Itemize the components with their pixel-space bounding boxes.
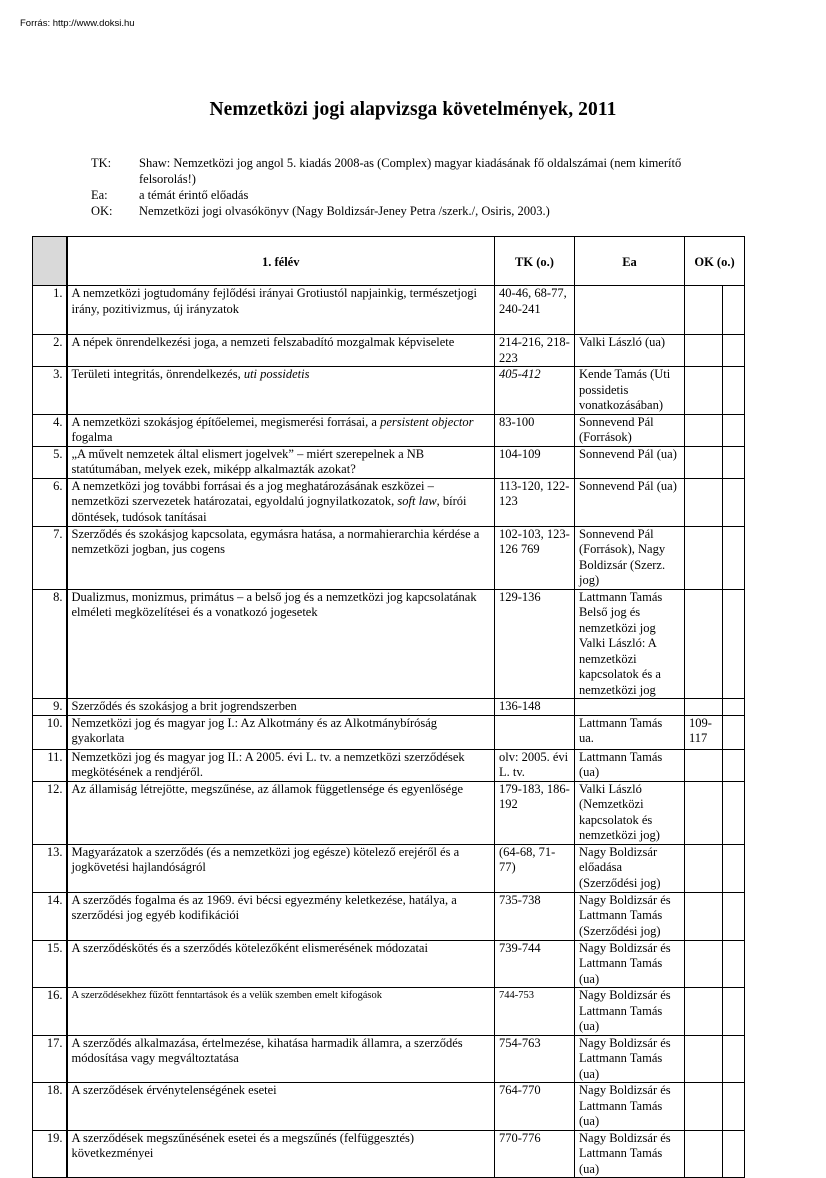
row-tk: 754-763: [495, 1035, 575, 1083]
row-topic: A szerződés alkalmazása, értelmezése, kihatása harmadik államra, a szerződés módosítása vagy megváltoztatása: [67, 1035, 495, 1083]
row-ok: [685, 526, 723, 589]
row-number: 12.: [33, 781, 67, 844]
row-tk: (64-68, 71-77): [495, 844, 575, 892]
row-ok: [685, 1130, 723, 1178]
legend-text: Nemzetközi jogi olvasókönyv (Nagy Boldizsár-Jeney Petra /szerk./, Osiris, 2003.): [139, 204, 550, 218]
row-number: 18.: [33, 1083, 67, 1131]
row-tk: 113-120, 122-123: [495, 478, 575, 526]
table-row: [33, 526, 745, 589]
row-extra: [723, 749, 745, 781]
header-ea: Ea: [575, 237, 685, 286]
table-row: [33, 1130, 745, 1178]
table-row: [33, 414, 745, 446]
row-topic: A szerződések megszűnésének esetei és a megszűnés (felfüggesztés) következményei: [67, 1130, 495, 1178]
table-row: [33, 892, 745, 940]
row-ea: Nagy Boldizsár és Lattmann Tamás (ua): [575, 988, 685, 1036]
row-ok: 109-117: [685, 715, 723, 749]
row-tk: 739-744: [495, 940, 575, 988]
table-row: [33, 715, 745, 749]
row-number: 3.: [33, 367, 67, 415]
row-extra: [723, 699, 745, 716]
table-row: [33, 367, 745, 415]
row-tk: 40-46, 68-77, 240-241: [495, 286, 575, 335]
row-ok: [685, 1083, 723, 1131]
row-tk: 104-109: [495, 446, 575, 478]
row-ea: Nagy Boldizsár és Lattmann Tamás (Szerződési jog): [575, 892, 685, 940]
table-row: [33, 749, 745, 781]
row-number: 8.: [33, 589, 67, 699]
legend-key: TK:: [91, 156, 112, 170]
row-extra: [723, 478, 745, 526]
row-tk: 735-738: [495, 892, 575, 940]
row-tk: 129-136: [495, 589, 575, 699]
legend-row: [91, 155, 699, 187]
row-tk: olv: 2005. évi L. tv.: [495, 749, 575, 781]
row-number: 5.: [33, 446, 67, 478]
row-extra: [723, 892, 745, 940]
row-extra: [723, 589, 745, 699]
table-header-row: [33, 237, 745, 286]
row-ea: Nagy Boldizsár és Lattmann Tamás (ua): [575, 1130, 685, 1178]
row-ok: [685, 286, 723, 335]
header-ok: OK (o.): [685, 237, 745, 286]
row-ea: Lattmann Tamás ua.: [575, 715, 685, 749]
row-ea: Sonnevend Pál (Források), Nagy Boldizsár (Szerz. jog): [575, 526, 685, 589]
row-tk: 136-148: [495, 699, 575, 716]
row-ok: [685, 781, 723, 844]
row-ok: [685, 335, 723, 367]
row-number: 1.: [33, 286, 67, 335]
row-topic: Területi integritás, önrendelkezés, uti possidetis: [67, 367, 495, 415]
row-number: 19.: [33, 1130, 67, 1178]
legend-text: a témát érintő előadás: [139, 188, 249, 202]
row-extra: [723, 940, 745, 988]
row-ok: [685, 988, 723, 1036]
row-tk: 405-412: [495, 367, 575, 415]
row-topic: A szerződésekhez fűzött fenntartások és a velük szemben emelt kifogások: [67, 988, 495, 1036]
row-ea: Valki László (Nemzetközi kapcsolatok és nemzetközi jog): [575, 781, 685, 844]
row-number: 10.: [33, 715, 67, 749]
row-tk: 764-770: [495, 1083, 575, 1131]
row-ok: [685, 940, 723, 988]
row-tk: 770-776: [495, 1130, 575, 1178]
row-extra: [723, 446, 745, 478]
row-ok: [685, 749, 723, 781]
row-topic: A szerződéskötés és a szerződés kötelezőként elismerésének módozatai: [67, 940, 495, 988]
table-row: [33, 699, 745, 716]
row-number: 16.: [33, 988, 67, 1036]
row-topic: Nemzetközi jog és magyar jog II.: A 2005. évi L. tv. a nemzetközi szerződések megkötésének a rendjéről.: [67, 749, 495, 781]
page-title: Nemzetközi jogi alapvizsga követelmények, 2011: [209, 99, 617, 120]
row-number: 9.: [33, 699, 67, 716]
legend-row: [91, 187, 699, 203]
row-tk: [495, 715, 575, 749]
table-row: [33, 335, 745, 367]
row-extra: [723, 286, 745, 335]
row-topic: A népek önrendelkezési joga, a nemzeti felszabadító mozgalmak képviselete: [67, 335, 495, 367]
row-ea: [575, 286, 685, 335]
row-topic: A nemzetközi szokásjog építőelemei, megismerési forrásai, a persistent objector fogalma: [67, 414, 495, 446]
row-ea: Nagy Boldizsár és Lattmann Tamás (ua): [575, 1035, 685, 1083]
row-tk: 179-183, 186-192: [495, 781, 575, 844]
row-extra: [723, 781, 745, 844]
legend-row: [91, 203, 699, 219]
row-ok: [685, 414, 723, 446]
row-ok: [685, 892, 723, 940]
table-row: [33, 844, 745, 892]
row-number: 13.: [33, 844, 67, 892]
table-row: [33, 940, 745, 988]
row-ea: Kende Tamás (Uti possidetis vonatkozásában): [575, 367, 685, 415]
row-tk: 83-100: [495, 414, 575, 446]
header-num-cell: [33, 237, 67, 286]
table-row: [33, 988, 745, 1036]
row-ok: [685, 589, 723, 699]
row-ea: [575, 699, 685, 716]
row-ok: [685, 478, 723, 526]
row-topic: Nemzetközi jog és magyar jog I.: Az Alkotmány és az Alkotmánybíróság gyakorlata: [67, 715, 495, 749]
row-extra: [723, 335, 745, 367]
row-extra: [723, 367, 745, 415]
row-ok: [685, 1035, 723, 1083]
row-extra: [723, 526, 745, 589]
row-number: 6.: [33, 478, 67, 526]
row-number: 7.: [33, 526, 67, 589]
legend-key: Ea:: [91, 188, 108, 202]
requirements-table: [32, 236, 745, 1178]
row-tk: 214-216, 218-223: [495, 335, 575, 367]
table-row: [33, 446, 745, 478]
row-number: 17.: [33, 1035, 67, 1083]
row-topic: A nemzetközi jogtudomány fejlődési irányai Grotiustól napjainkig, természetjogi irány, pozitivizmus, új irányzatok: [67, 286, 495, 335]
row-topic: Dualizmus, monizmus, primátus – a belső jog és a nemzetközi jog kapcsolatának elméleti megközelítései és a vonatkozó jogesetek: [67, 589, 495, 699]
row-topic: A szerződések érvénytelenségének esetei: [67, 1083, 495, 1131]
row-ea: Sonnevend Pál (ua): [575, 478, 685, 526]
row-number: 4.: [33, 414, 67, 446]
table-row: [33, 478, 745, 526]
row-number: 11.: [33, 749, 67, 781]
row-ea: Sonnevend Pál (ua): [575, 446, 685, 478]
row-ea: Nagy Boldizsár és Lattmann Tamás (ua): [575, 1083, 685, 1131]
table-row: [33, 781, 745, 844]
row-topic: Szerződés és szokásjog a brit jogrendszerben: [67, 699, 495, 716]
row-number: 14.: [33, 892, 67, 940]
row-extra: [723, 844, 745, 892]
row-ea: Lattmann Tamás (ua): [575, 749, 685, 781]
row-extra: [723, 1130, 745, 1178]
row-topic: Az államiság létrejötte, megszűnése, az államok függetlensége és egyenlősége: [67, 781, 495, 844]
legend-key: OK:: [91, 204, 113, 218]
row-tk: 744-753: [495, 988, 575, 1036]
legend: [91, 155, 699, 219]
table-row: [33, 1035, 745, 1083]
row-topic: A szerződés fogalma és az 1969. évi bécsi egyezmény keletkezése, hatálya, a szerződési jog egyéb kodifikációi: [67, 892, 495, 940]
row-topic: Szerződés és szokásjog kapcsolata, egymásra hatása, a normahierarchia kérdése a nemzetközi jogban, jus cogens: [67, 526, 495, 589]
row-extra: [723, 988, 745, 1036]
row-ok: [685, 367, 723, 415]
row-extra: [723, 1083, 745, 1131]
row-number: 15.: [33, 940, 67, 988]
row-topic: Magyarázatok a szerződés (és a nemzetközi jog egésze) kötelező erejéről és a jogkövetési hajlandóságról: [67, 844, 495, 892]
row-ea: Valki László (ua): [575, 335, 685, 367]
row-ok: [685, 844, 723, 892]
row-ok: [685, 446, 723, 478]
row-topic: „A művelt nemzetek által elismert jogelvek” – miért szerepelnek a NB statútumában, melyek ezek, miképp alkalmazták azokat?: [67, 446, 495, 478]
row-ea: Sonnevend Pál (Források): [575, 414, 685, 446]
row-number: 2.: [33, 335, 67, 367]
row-topic: A nemzetközi jog további forrásai és a jog meghatározásának eszközei – nemzetközi szervezetek határozatai, egyoldalú jognyilatkozatok, soft law, bírói döntések, tudósok tanításai: [67, 478, 495, 526]
source-line: Forrás: http://www.doksi.hu: [20, 18, 135, 29]
row-extra: [723, 414, 745, 446]
header-tk: TK (o.): [495, 237, 575, 286]
header-topic: 1. félév: [67, 237, 495, 286]
row-extra: [723, 715, 745, 749]
row-extra: [723, 1035, 745, 1083]
table-row: [33, 589, 745, 699]
legend-text: Shaw: Nemzetközi jog angol 5. kiadás 2008-as (Complex) magyar kiadásának fő oldalszámai (nem kimerítő felsorolás!): [139, 156, 682, 186]
row-tk: 102-103, 123-126 769: [495, 526, 575, 589]
row-ea: Lattmann Tamás Belső jog és nemzetközi jog Valki László: A nemzetközi kapcsolatok és a nemzetközi jog: [575, 589, 685, 699]
row-ea: Nagy Boldizsár és Lattmann Tamás (ua): [575, 940, 685, 988]
row-ea: Nagy Boldizsár előadása (Szerződési jog): [575, 844, 685, 892]
row-ok: [685, 699, 723, 716]
table-row: [33, 286, 745, 335]
table-row: [33, 1083, 745, 1131]
